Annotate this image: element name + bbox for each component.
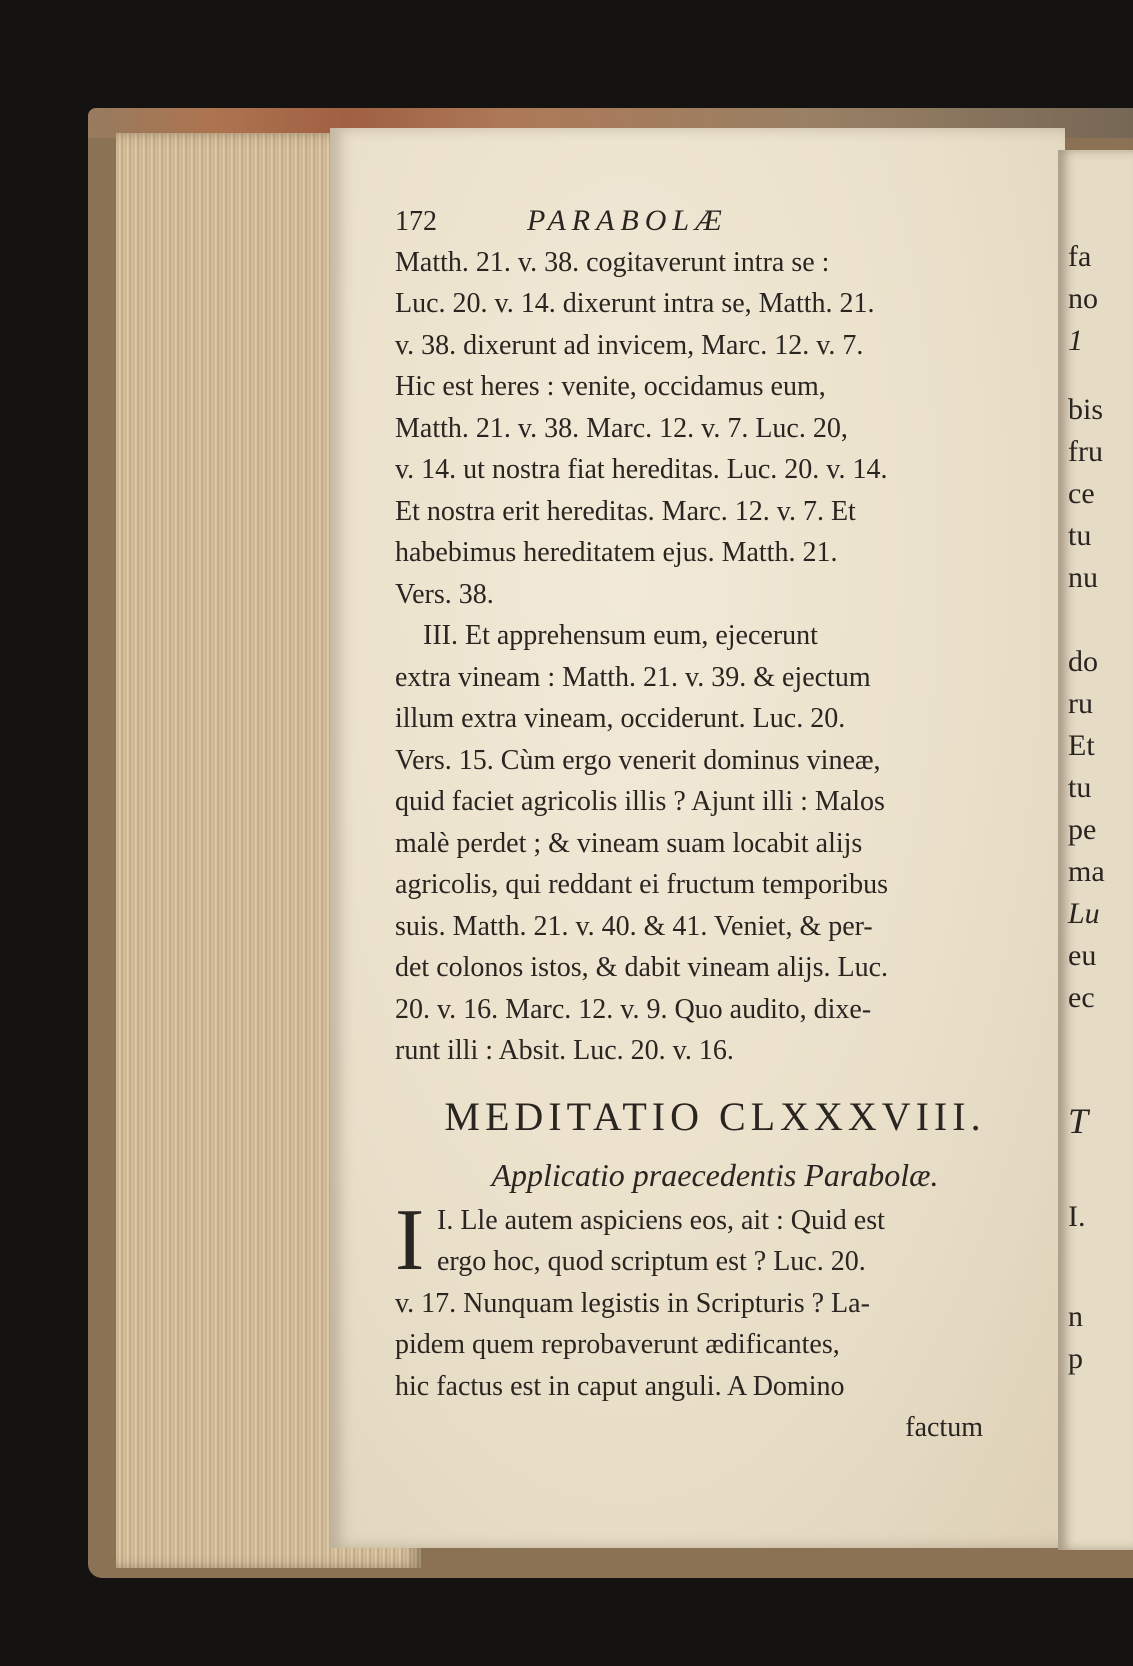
facing-fragment: fru bbox=[1068, 435, 1103, 468]
page-header bbox=[395, 200, 1035, 242]
facing-fragment: ma bbox=[1068, 855, 1105, 888]
text-line: suis. Matth. 21. v. 40. & 41. Veniet, & per- bbox=[395, 910, 873, 942]
paragraph-2 bbox=[395, 615, 1035, 1072]
facing-page bbox=[1058, 150, 1133, 1550]
facing-fragment: Lu bbox=[1068, 897, 1100, 930]
meditation-subheading: Applicatio praecedentis Parabolæ. bbox=[491, 1156, 939, 1193]
text-line: Vers. 15. Cùm ergo venerit dominus vineæ, bbox=[395, 744, 881, 776]
text-line: extra vineam : Matth. 21. v. 39. & ejectum bbox=[395, 661, 871, 693]
facing-fragment: nu bbox=[1068, 561, 1098, 594]
facing-fragment: 1 bbox=[1068, 324, 1083, 357]
text-line: det colonos istos, & dabit vineam alijs. Luc. bbox=[395, 952, 889, 983]
facing-fragment: T bbox=[1068, 1101, 1089, 1141]
facing-fragment: fa bbox=[1068, 240, 1092, 273]
facing-fragment: ec bbox=[1068, 981, 1095, 1014]
text-line: III. Et apprehensum eum, ejecerunt bbox=[423, 620, 818, 651]
facing-fragment: bis bbox=[1068, 393, 1104, 426]
facing-fragment: I. bbox=[1068, 1200, 1086, 1233]
facing-fragment: ru bbox=[1068, 687, 1093, 720]
text-line: I. Lle autem aspiciens eos, ait : Quid est bbox=[437, 1204, 885, 1236]
opening-lines bbox=[437, 1200, 1035, 1283]
facing-fragment: pe bbox=[1068, 813, 1097, 846]
text-line: agricolis, qui reddant ei fructum temporibus bbox=[395, 869, 888, 900]
facing-fragment: n bbox=[1068, 1300, 1083, 1333]
text-line: v. 14. ut nostra fiat hereditas. Luc. 20. v. 14. bbox=[395, 454, 888, 485]
facing-fragment: do bbox=[1068, 645, 1098, 678]
text-line: pidem quem reprobaverunt ædificantes, bbox=[395, 1329, 840, 1360]
text-line: Vers. 38. bbox=[395, 578, 494, 610]
text-line: Hic est heres : venite, occidamus eum, bbox=[395, 371, 826, 402]
page-text-block bbox=[395, 200, 1035, 1449]
catchword: factum bbox=[905, 1412, 983, 1443]
running-title: PARABOLÆ bbox=[527, 204, 728, 237]
text-line: runt illi : Absit. Luc. 20. v. 16. bbox=[395, 1035, 734, 1066]
text-line: ergo hoc, quod scriptum est ? Luc. 20. bbox=[437, 1246, 866, 1277]
text-line: habebimus hereditatem ejus. Matth. 21. bbox=[395, 537, 838, 568]
page-number: 172 bbox=[395, 206, 437, 237]
facing-fragment: eu bbox=[1068, 939, 1097, 972]
text-line: malè perdet ; & vineam suam locabit alijs bbox=[395, 827, 863, 859]
text-line: hic factus est in caput anguli. A Domino bbox=[395, 1370, 845, 1402]
text-line: quid faciet agricolis illis ? Ajunt illi : Malos bbox=[395, 786, 885, 817]
facing-fragment: tu bbox=[1068, 771, 1092, 804]
text-line: 20. v. 16. Marc. 12. v. 9. Quo audito, dixe- bbox=[395, 993, 872, 1025]
meditation-opening bbox=[395, 1191, 1035, 1289]
facing-fragment: p bbox=[1068, 1342, 1083, 1375]
text-line: Luc. 20. v. 14. dixerunt intra se, Matth. 21. bbox=[395, 288, 875, 319]
facing-fragment: no bbox=[1068, 282, 1098, 315]
text-line: Matth. 21. v. 38. cogitaverunt intra se : bbox=[395, 246, 830, 278]
text-line: Et nostra erit hereditas. Marc. 12. v. 7. Et bbox=[395, 495, 856, 527]
facing-fragment: Et bbox=[1068, 729, 1095, 762]
facing-fragment: ce bbox=[1068, 477, 1095, 510]
facing-fragment: tu bbox=[1068, 519, 1092, 552]
text-line: Matth. 21. v. 38. Marc. 12. v. 7. Luc. 20, bbox=[395, 412, 848, 444]
paragraph-1 bbox=[395, 242, 1035, 616]
text-line: v. 17. Nunquam legistis in Scripturis ? La- bbox=[395, 1287, 870, 1319]
drop-capital: I bbox=[395, 1191, 425, 1289]
text-line: illum extra vineam, occiderunt. Luc. 20. bbox=[395, 703, 846, 734]
text-line: v. 38. dixerunt ad invicem, Marc. 12. v. 7. bbox=[395, 329, 864, 361]
meditation-heading: MEDITATIO CLXXXVIII. bbox=[444, 1093, 986, 1139]
